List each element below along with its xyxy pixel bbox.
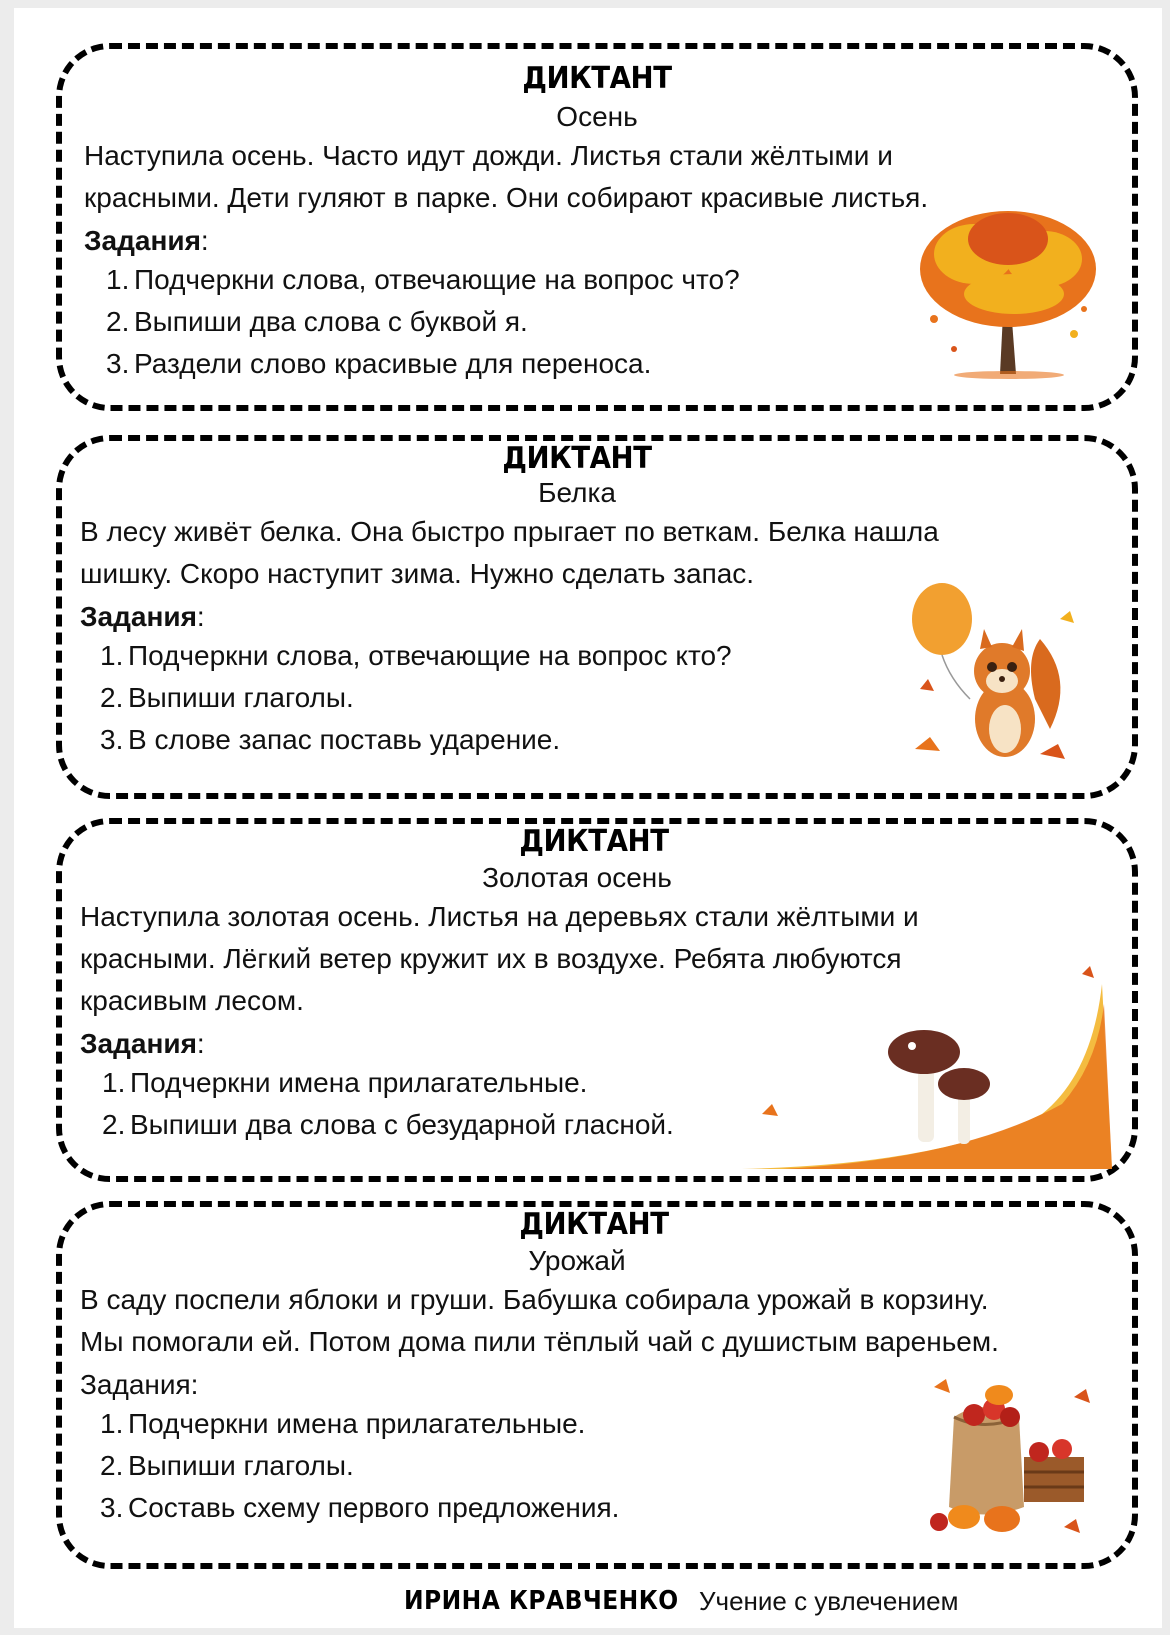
tasks-list (100, 635, 732, 761)
text-line: В лесу живёт белка. Она быстро прыгает по веткам. Белка нашла (80, 516, 939, 547)
card-heading: ДИКТАНТ (502, 441, 652, 476)
tasks-label: Задания: (84, 225, 209, 256)
card-heading: ДИКТАНТ (522, 61, 672, 96)
card-subtitle: Осень (556, 101, 638, 132)
worksheet-page (14, 8, 1162, 1628)
tasks-label: Задания: (80, 1028, 205, 1059)
squirrel-with-balloon-icon (900, 579, 1080, 769)
task-item: 1. Подчеркни имена прилагательные. (100, 1408, 586, 1439)
task-item: 2. Выпиши глаголы. (100, 1450, 354, 1481)
dictation-card-autumn (56, 43, 1138, 411)
autumn-tree-icon (904, 199, 1104, 379)
card-heading: ДИКТАНТ (519, 824, 669, 859)
text-line: Наступила золотая осень. Листья на деревьях стали жёлтыми и (80, 901, 919, 932)
text-line: красивым лесом. (80, 985, 304, 1016)
task-item: 2. Выпиши два слова с буквой я. (106, 306, 528, 337)
tasks-list (102, 1062, 674, 1146)
task-item: 1. Подчеркни слова, отвечающие на вопрос кто? (100, 640, 732, 671)
dictation-card-squirrel (56, 435, 1138, 799)
tasks-list (106, 259, 740, 385)
task-item: 3. Составь схему первого предложения. (100, 1492, 620, 1523)
tasks-label: Задания: (80, 601, 205, 632)
dictation-card-harvest (56, 1201, 1138, 1569)
mushrooms-and-leaves-icon (742, 964, 1122, 1174)
card-subtitle: Урожай (528, 1245, 626, 1276)
task-item: 1. Подчеркни слова, отвечающие на вопрос что? (106, 264, 740, 295)
task-item: 3. Раздели слово красивые для переноса. (106, 348, 652, 379)
text-line: шишку. Скоро наступит зима. Нужно сделать запас. (80, 558, 755, 589)
dictation-card-golden-autumn (56, 818, 1138, 1182)
card-heading: ДИКТАНТ (519, 1207, 669, 1242)
task-item: 1. Подчеркни имена прилагательные. (102, 1067, 588, 1098)
footer-tagline: Учение с увлечением (699, 1586, 959, 1616)
card-subtitle: Золотая осень (482, 862, 672, 893)
text-line: Мы помогали ей. Потом дома пили тёплый чай с душистым вареньем. (80, 1326, 999, 1357)
harvest-basket-icon (924, 1377, 1094, 1537)
tasks-label: Задания: (80, 1369, 199, 1400)
card-subtitle: Белка (538, 477, 616, 508)
text-line: красными. Лёгкий ветер кружит их в воздухе. Ребята любуются (80, 943, 902, 974)
task-item: 3. В слове запас поставь ударение. (100, 724, 561, 755)
tasks-list (100, 1403, 619, 1529)
task-item: 2. Выпиши два слова с безударной гласной. (102, 1109, 674, 1140)
text-line: Наступила осень. Часто идут дожди. Листья стали жёлтыми и (84, 140, 893, 171)
task-item: 2. Выпиши глаголы. (100, 682, 354, 713)
dictation-text (80, 1279, 1112, 1363)
footer-author: ИРИНА КРАВЧЕНКО (404, 1586, 679, 1616)
text-line: В саду поспели яблоки и груши. Бабушка собирала урожай в корзину. (80, 1284, 989, 1315)
text-line: красными. Дети гуляют в парке. Они собирают красивые листья. (84, 182, 929, 213)
